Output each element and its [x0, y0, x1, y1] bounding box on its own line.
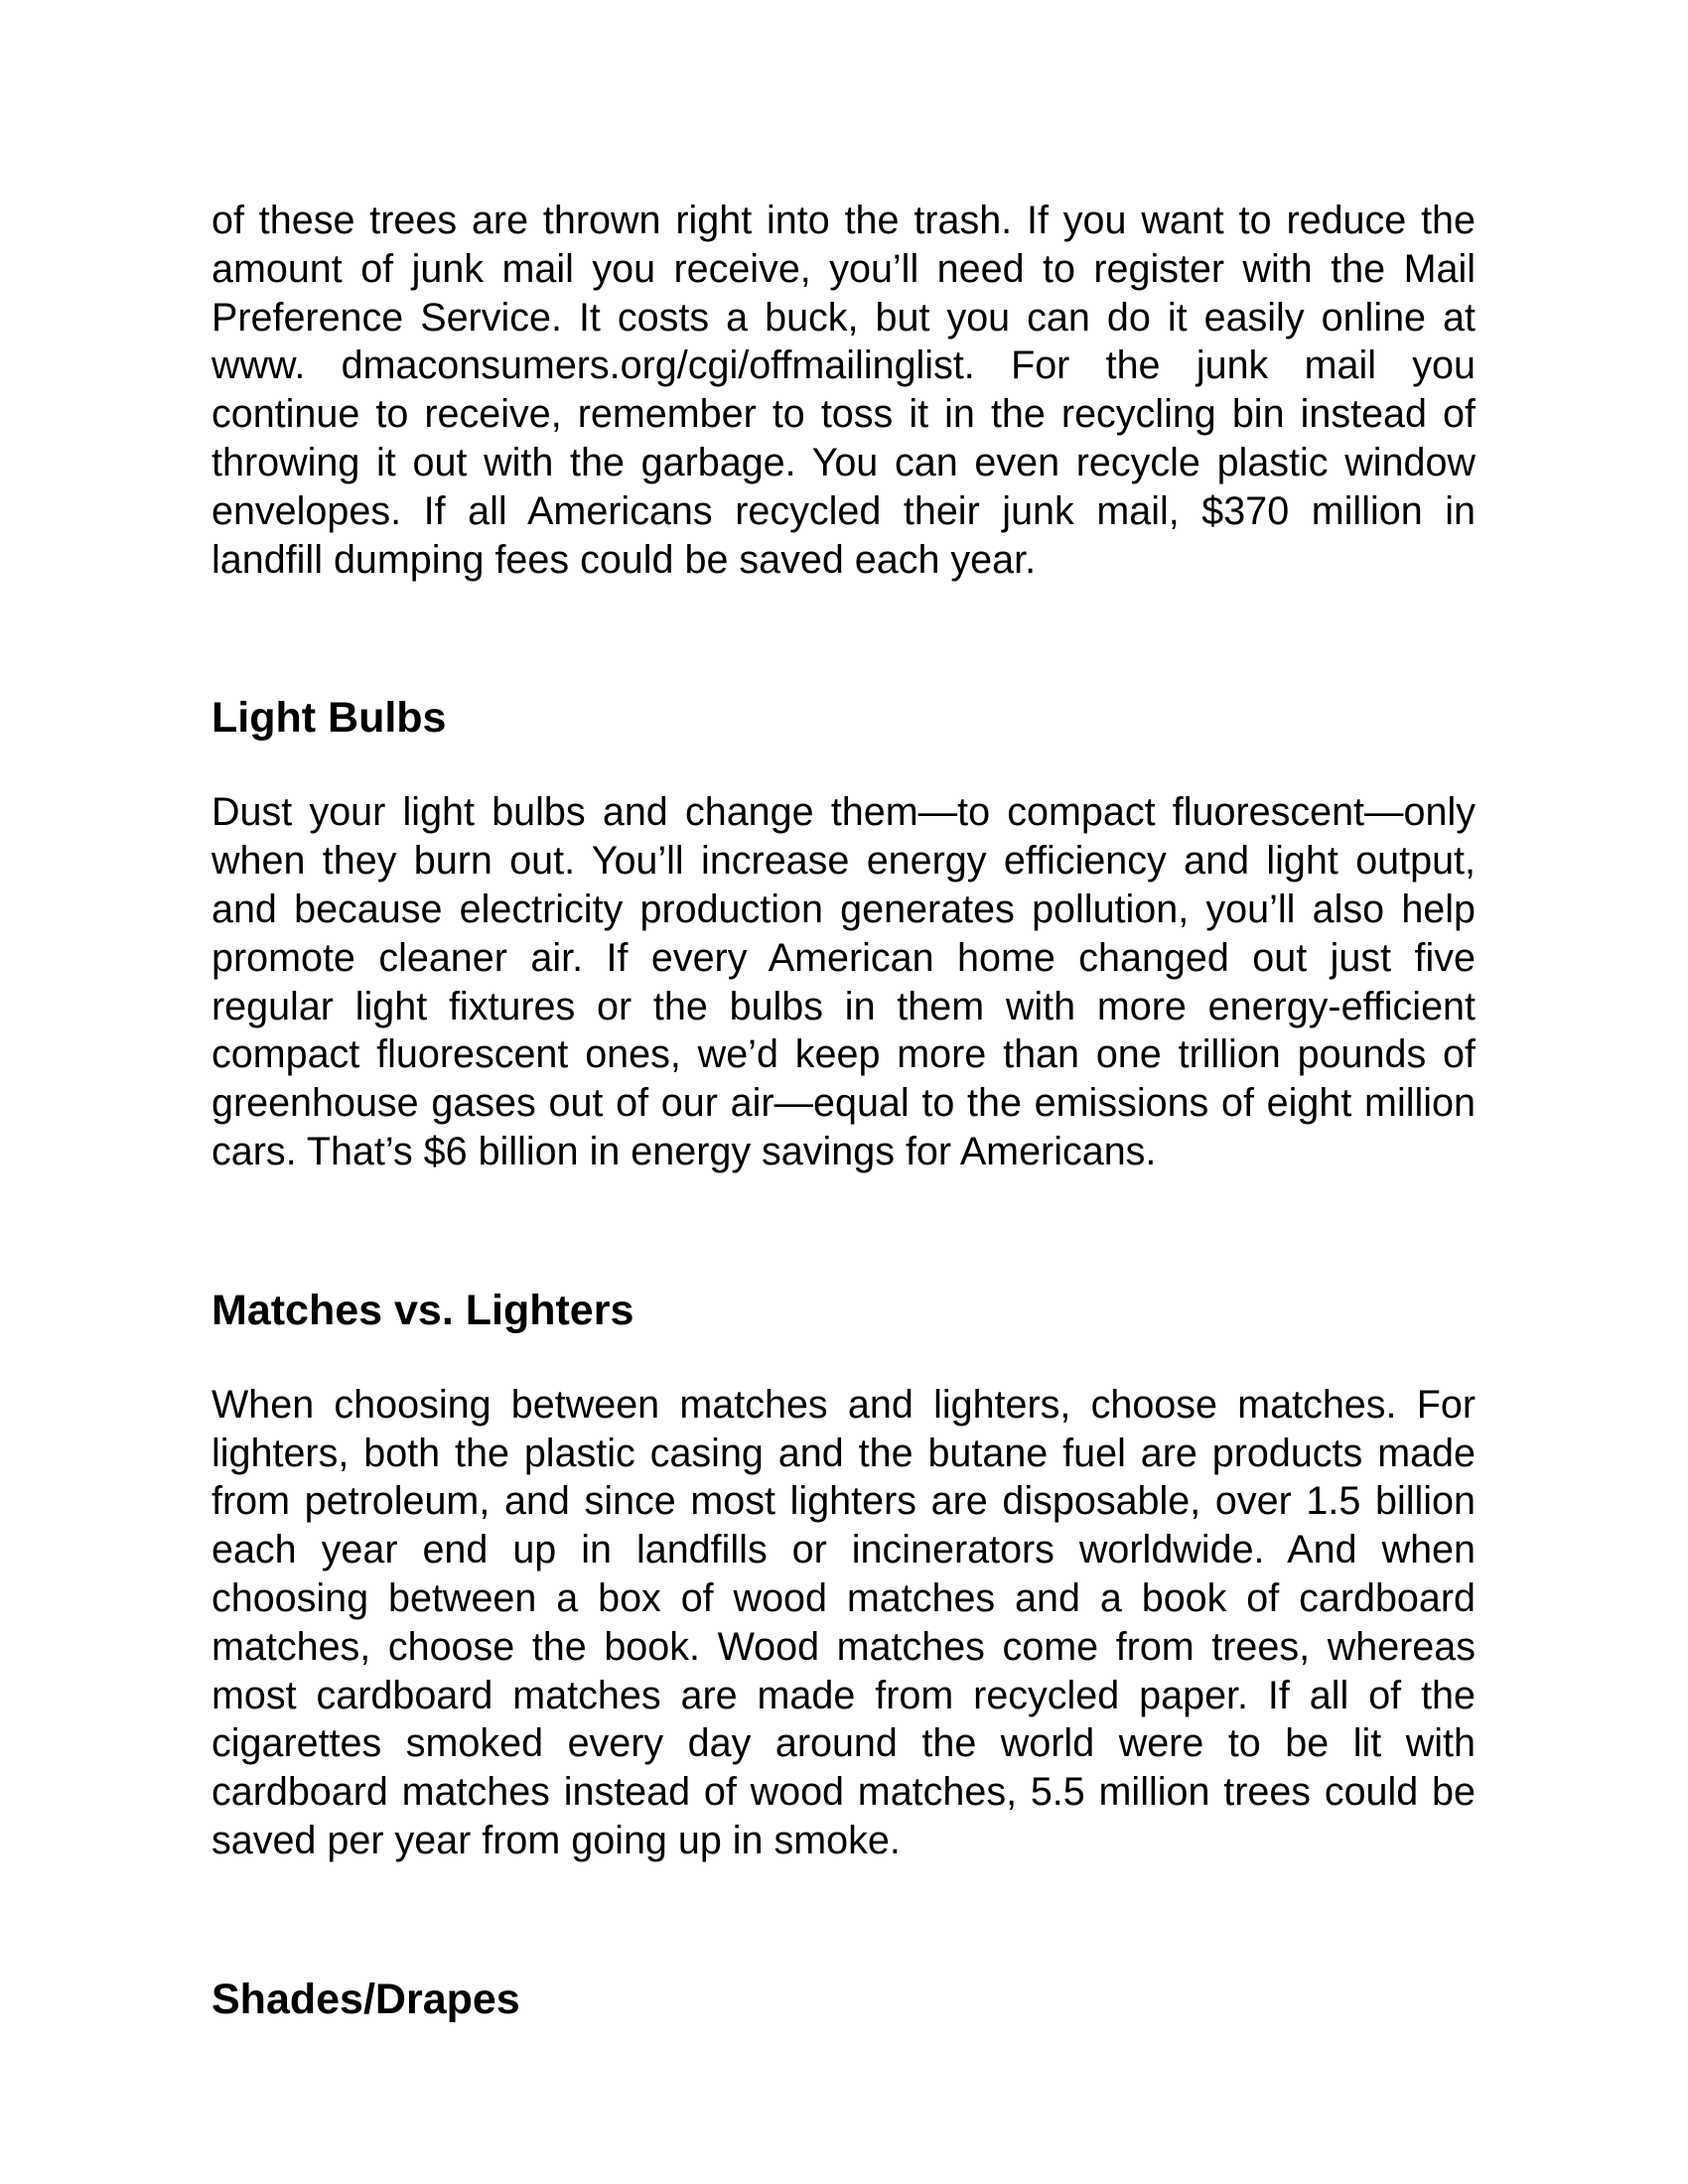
light-bulbs-paragraph: Dust your light bulbs and change them—to compact fluorescent—only when they burn out. You’ll increase energy efficiency and light output, and because electricity production generates pollution, you’ll also help promote cleaner air. If every American home changed out just five regular light fixtures or the bulbs in them with more energy-efficient compact fluorescent ones, we’d keep more than one trillion pounds of greenhouse gases out of our air—equal to the emissions of eight million cars. That’s $6 billion in energy savings for Americans.	[211, 790, 1476, 1173]
matches-vs-lighters-heading: Matches vs. Lighters	[211, 1286, 634, 1334]
matches-vs-lighters-paragraph: When choosing between matches and lighters, choose matches. For lighters, both the plastic casing and the butane fuel are products made from petroleum, and since most lighters are disposable, over 1.5 billion each year end up in landfills or incinerators worldwide. And when choosing between a box of wood matches and a book of cardboard matches, choose the book. Wood matches come from trees, whereas most cardboard matches are made from recycled paper. If all of the cigarettes smoked every day around the world were to be lit with cardboard matches instead of wood matches, 5.5 million trees could be saved per year from going up in smoke.	[211, 1382, 1476, 1862]
page-content	[211, 197, 1476, 2025]
light-bulbs-heading: Light Bulbs	[211, 694, 447, 743]
junk-mail-paragraph: of these trees are thrown right into the trash. If you want to reduce the amount of junk mail you receive, you’ll need to register with the Mail Preference Service. It costs a buck, but you can do it easily online at www. dmaconsumers.org/cgi/offmailinglist. For the junk mail you continue to receive, remember to toss it in the recycling bin instead of throwing it out with the garbage. You can even recycle plastic window envelopes. If all Americans recycled their junk mail, $370 million in landfill dumping fees could be saved each year.	[211, 199, 1476, 582]
shades-drapes-heading: Shades/Drapes	[211, 1975, 520, 2023]
